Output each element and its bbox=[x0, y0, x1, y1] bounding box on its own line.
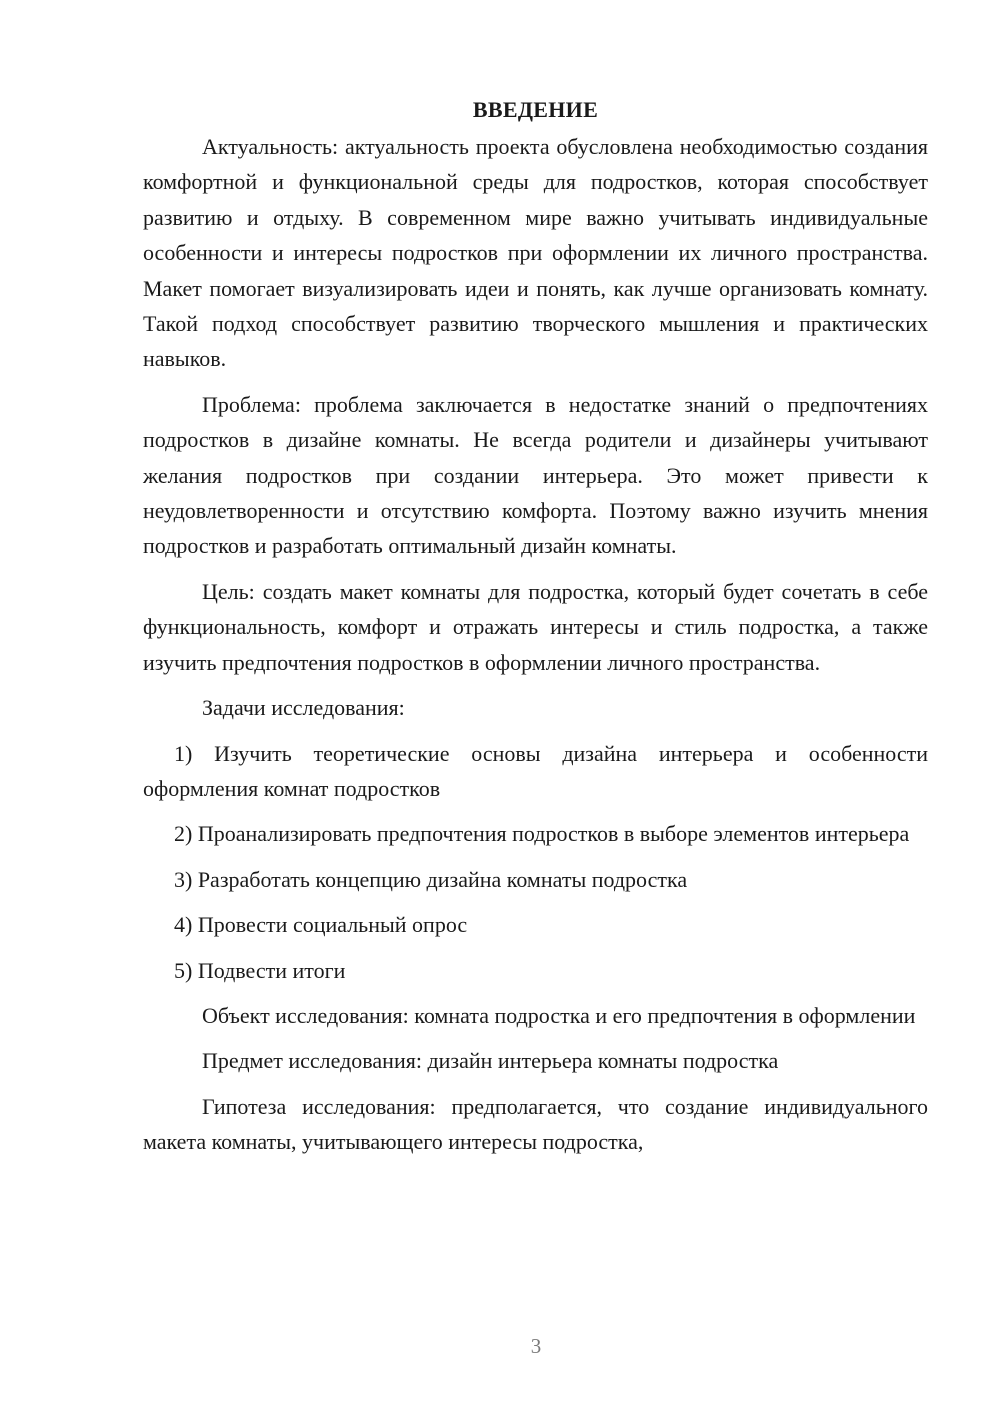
page-number: 3 bbox=[530, 1334, 542, 1358]
relevance-paragraph: Актуальность: актуальность проекта обусловлена необходимостью создания комфортной и функциональной среды для подростков, которая способствует развитию и отдыху. В современном мире важно учитывать индивидуальные особенности и интересы подростков при оформлении их личного пространства. Макет помогает визуализировать идеи и понять, как лучше организовать комнату. Такой подход способствует развитию творческого мышления и практических навыков. bbox=[143, 134, 928, 372]
task-item: 5) Подвести итоги bbox=[174, 957, 346, 983]
tasks-heading: Задачи исследования: bbox=[202, 695, 405, 721]
page-content bbox=[143, 92, 928, 1160]
page-number-footer bbox=[0, 1334, 1000, 1358]
section-title: ВВЕДЕНИЕ bbox=[472, 97, 599, 122]
task-item: 3) Разработать концепцию дизайна комнаты подростка bbox=[174, 866, 688, 892]
task-item: 4) Провести социальный опрос bbox=[174, 912, 468, 938]
problem-paragraph: Проблема: проблема заключается в недостатке знаний о предпочтениях подростков в дизайне комнаты. Не всегда родители и дизайнеры учитывают желания подростков при создании интерьера. Это может привести к неудовлетворенности и отсутствию комфорта. Поэтому важно изучить мнения подростков и разработать оптимальный дизайн комнаты. bbox=[143, 391, 928, 559]
task-item: 2) Проанализировать предпочтения подростков в выборе элементов интерьера bbox=[174, 821, 910, 847]
hypothesis-paragraph: Гипотеза исследования: предполагается, что создание индивидуального макета комнаты, учитывающего интересы подростка, bbox=[143, 1093, 928, 1155]
task-item: 1) Изучить теоретические основы дизайна интерьера и особенности оформления комнат подростков bbox=[143, 740, 928, 801]
object-paragraph: Объект исследования: комната подростка и его предпочтения в оформлении bbox=[202, 1002, 916, 1028]
goal-paragraph: Цель: создать макет комнаты для подростка, который будет сочетать в себе функциональность, комфорт и отражать интересы и стиль подростка, а также изучить предпочтения подростков в оформлении личного пространства. bbox=[143, 578, 928, 675]
subject-paragraph: Предмет исследования: дизайн интерьера комнаты подростка bbox=[202, 1048, 779, 1074]
